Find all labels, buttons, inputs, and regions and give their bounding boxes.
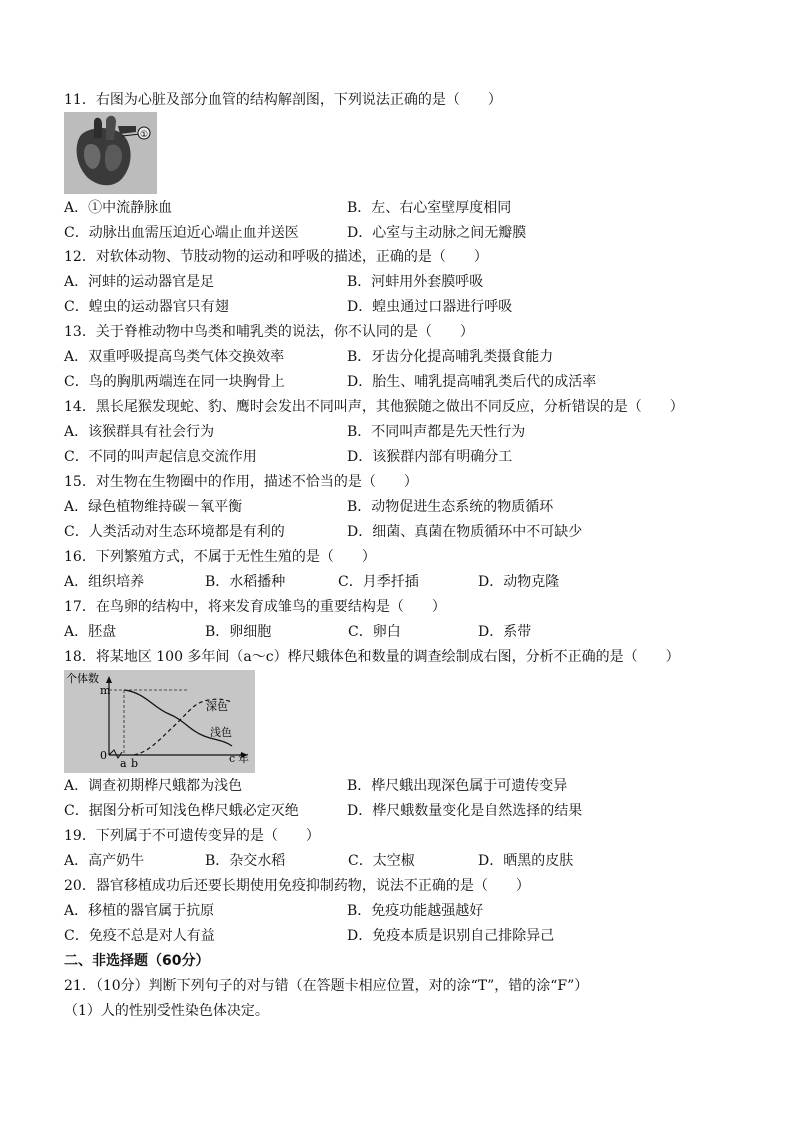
- q11-option-d: D．心室与主动脉之间无瓣膜: [347, 225, 527, 241]
- q16-stem: 16．下列繁殖方式，不属于无性生殖的是（ ）: [64, 549, 376, 565]
- q16-option-a: A．组织培养: [64, 574, 145, 590]
- y-axis-label: 个体数: [66, 672, 99, 685]
- q14-option-d: D．该猴群内部有明确分工: [347, 449, 513, 465]
- q17-option-d: D．系带: [478, 624, 532, 640]
- q15-stem: 15．对生物在生物圈中的作用，描述不恰当的是（ ）: [64, 474, 418, 490]
- q13-option-a: A．双重呼吸提高鸟类气体交换效率: [64, 349, 285, 365]
- q12-option-c: C．蝗虫的运动器官只有翅: [64, 299, 229, 315]
- q12-stem: 12．对软体动物、节肢动物的运动和呼吸的描述，正确的是（ ）: [64, 249, 488, 265]
- q14-stem: 14．黑长尾猴发现蛇、豹、鹰时会发出不同叫声，其他猴随之做出不同反应，分析错误的是（ ）: [64, 399, 684, 415]
- x-tick-c: c: [229, 752, 236, 765]
- x-axis-label: 年: [238, 752, 249, 765]
- q19-option-b: B．杂交水稻: [205, 853, 286, 869]
- q15-option-d: D．细菌、真菌在物质循环中不可缺少: [347, 524, 583, 540]
- q13-stem: 13．关于脊椎动物中鸟类和哺乳类的说法，你不认同的是（ ）: [64, 324, 474, 340]
- q20-stem: 20．器官移植成功后还要长期使用免疫抑制药物，说法不正确的是（ ）: [64, 878, 530, 894]
- q20-option-d: D．免疫本质是识别自己排除异己: [347, 928, 555, 944]
- q11-option-a: A．①中流静脉血: [64, 200, 173, 216]
- q16-option-b: B．水稻播种: [205, 574, 286, 590]
- q19-stem: 19．下列属于不可遗传变异的是（ ）: [64, 828, 320, 844]
- q12-option-d: D．蝗虫通过口器进行呼吸: [347, 299, 513, 315]
- q12-option-b: B．河蚌用外套膜呼吸: [347, 274, 484, 290]
- q11-stem: 11．右图为心脏及部分血管的结构解剖图，下列说法正确的是（ ）: [64, 92, 502, 108]
- q16-option-c: C．月季扦插: [338, 574, 419, 590]
- heart-figure: [64, 112, 157, 194]
- q14-option-a: A．该猴群具有社会行为: [64, 424, 215, 440]
- q20-option-b: B．免疫功能越强越好: [347, 903, 484, 919]
- q18-option-c: C．据图分析可知浅色桦尺蛾必定灭绝: [64, 803, 299, 819]
- q19-option-d: D．晒黑的皮肤: [478, 853, 574, 869]
- legend-dark: 深色: [206, 700, 228, 713]
- x-tick-a: a: [120, 757, 127, 770]
- q15-option-a: A．绿色植物维持碳－氧平衡: [64, 499, 243, 515]
- heart-callout-label: ①: [139, 130, 149, 140]
- q18-option-d: D．桦尺蛾数量变化是自然选择的结果: [347, 803, 583, 819]
- q17-stem: 17．在鸟卵的结构中，将来发育成雏鸟的重要结构是（ ）: [64, 599, 446, 615]
- q13-option-d: D．胎生、哺乳提高哺乳类后代的成活率: [347, 374, 597, 390]
- q21-item-1: （1）人的性别受性染色体决定。: [64, 1003, 269, 1019]
- q19-option-c: C．太空椒: [348, 853, 415, 869]
- q14-option-b: B．不同叫声都是先天性行为: [347, 424, 526, 440]
- q20-option-c: C．免疫不总是对人有益: [64, 928, 215, 944]
- q17-option-a: A．胚盘: [64, 624, 117, 640]
- q15-option-c: C．人类活动对生态环境都是有利的: [64, 524, 285, 540]
- q16-option-d: D．动物克隆: [478, 574, 560, 590]
- q11-option-b: B．左、右心室壁厚度相同: [347, 200, 512, 216]
- q19-option-a: A．高产奶牛: [64, 853, 145, 869]
- y-tick-m: m: [100, 684, 111, 697]
- q17-option-b: B．卵细胞: [205, 624, 272, 640]
- q20-option-a: A．移植的器官属于抗原: [64, 903, 215, 919]
- x-tick-b: b: [131, 757, 139, 770]
- q13-option-c: C．鸟的胸肌两端连在同一块胸骨上: [64, 374, 285, 390]
- q18-option-b: B．桦尺蛾出现深色属于可遗传变异: [347, 778, 568, 794]
- q12-option-a: A．河蚌的运动器官是足: [64, 274, 215, 290]
- q13-option-b: B．牙齿分化提高哺乳类摄食能力: [347, 349, 554, 365]
- y-tick-0: 0: [100, 749, 107, 762]
- section2-heading: 二、非选择题（60分）: [64, 953, 210, 969]
- legend-light: 浅色: [210, 726, 232, 739]
- moth-chart: [64, 670, 255, 773]
- q14-option-c: C．不同的叫声起信息交流作用: [64, 449, 257, 465]
- q18-option-a: A．调查初期桦尺蛾都为浅色: [64, 778, 243, 794]
- q17-option-c: C．卵白: [348, 624, 401, 640]
- q15-option-b: B．动物促进生态系统的物质循环: [347, 499, 554, 515]
- q11-option-c: C．动脉出血需压迫近心端止血并送医: [64, 225, 299, 241]
- q18-stem: 18．将某地区 100 多年间（a～c）桦尺蛾体色和数量的调查绘制成右图，分析不正确的是（ ）: [64, 649, 680, 665]
- q21-stem: 21．（10分）判断下列句子的对与错（在答题卡相应位置，对的涂“T”，错的涂“F”）: [64, 978, 589, 994]
